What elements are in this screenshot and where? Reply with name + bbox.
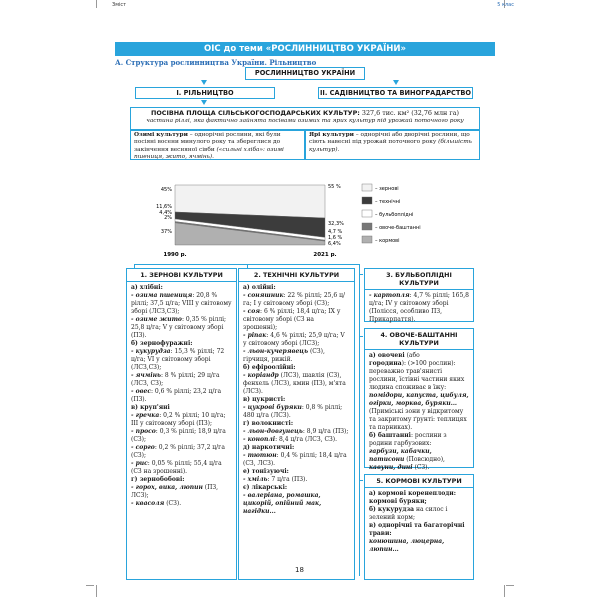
header-right: 5 клас <box>497 2 514 8</box>
column-text: - коноплі <box>243 436 276 443</box>
technical-crops-head: 2. ТЕХНІЧНІ КУЛЬТУРИ <box>239 269 354 282</box>
column-text: б) ефіроолійні: <box>243 364 296 371</box>
right-label: 32,3% <box>328 221 344 227</box>
column-text: г) волокнисті: <box>243 420 294 427</box>
column-text: - коріандр <box>243 372 279 379</box>
branch-box-agriculture <box>135 87 275 99</box>
left-label: 37% <box>160 229 172 235</box>
column-text: (Повсюдно), <box>404 456 445 463</box>
grain-crops-column <box>126 268 237 580</box>
legend-swatch <box>362 210 372 217</box>
header-left: Зміст <box>112 2 127 8</box>
column-text: : рослини з родини гарбузових: <box>369 432 447 447</box>
column-text: : 0,8 % ріллі; 480 ц/га (ЛСЗ). <box>243 404 343 419</box>
column-text: д) наркотичні: <box>243 444 295 451</box>
crop-mark <box>506 585 514 586</box>
branch-label: ІІ. САДІВНИЦТВО ТА ВИНОГРАДАРСТВО <box>319 89 472 97</box>
arrow-icon <box>201 100 207 105</box>
column-text: : 8 % ріллі; 29 ц/га (ЛСЗ, СЗ); <box>131 372 220 387</box>
left-label: 11,6% <box>156 204 172 210</box>
column-text: : 4,7 % ріллі; 165,8 ц/га; IV у світовому зборі (Полісся, особливо ПЗ, Прикарпаття). <box>369 292 470 323</box>
column-text: - льон-довгунець <box>243 428 303 435</box>
crop-mark <box>96 0 97 8</box>
column-text: г) зернобобові: <box>131 476 185 483</box>
legend-swatch <box>362 223 372 230</box>
sown-area-label: ПОСІВНА ПЛОЩА СІЛЬСЬКОГОСПОДАРСЬКИХ КУЛЬТУР: <box>150 109 360 117</box>
column-text: - горох, вика, люпин <box>131 484 203 491</box>
spring-text: – однорічні або дворічні рослини, що сіють навесні під урожай поточного року <box>309 132 470 146</box>
connector-line <box>359 274 363 275</box>
root-label: РОСЛИННИЦТВО УКРАЇНИ <box>254 69 356 77</box>
column-text: - соя <box>243 308 261 315</box>
spring-crops-box <box>305 130 480 160</box>
winter-examples: («сильні хліба»: озимі пшениця, жито, ячмінь). <box>134 146 284 161</box>
winter-crops-box <box>130 130 305 160</box>
chart-left-labels <box>156 187 172 235</box>
column-text: - озиме жито <box>131 316 182 323</box>
column-text: : 8,4 ц/га (ЛСЗ, СЗ). <box>275 436 338 443</box>
column-text: (ПЗ, ЛСЗ); <box>131 484 218 499</box>
crop-structure-chart <box>130 163 480 263</box>
column-text: : 0,35 % ріллі; 25,8 ц/га; V у світовому зборі (ПЗ). <box>131 316 227 339</box>
fodder-crops-body <box>369 490 469 554</box>
column-text: : 7 ц/га (ПЗ). <box>267 476 308 483</box>
column-text: а) олійні: <box>243 284 276 291</box>
column-text: на силос і зелений корм; <box>369 506 448 521</box>
column-text: - картопля <box>369 292 410 299</box>
fodder-crops-column <box>364 474 474 580</box>
column-text: - озима пшениця <box>131 292 193 299</box>
legend-swatch <box>362 197 372 204</box>
column-text: е) тонізуючі: <box>243 468 289 475</box>
column-text: в) цукристі: <box>243 396 286 403</box>
column-text: - квасоля <box>131 500 165 507</box>
column-text: - гречка <box>131 412 160 419</box>
column-text: : 4,6 % ріллі; 25,9 ц/га; V у світовому зборі (ЛСЗ); <box>243 332 345 347</box>
technical-crops-column <box>238 268 355 580</box>
column-text: - соняшник <box>243 292 284 299</box>
column-text: : 20,8 % ріллі; 37,5 ц/га; VIII у світовому зборі (ЛСЗ,СЗ); <box>131 292 232 315</box>
legend-label: – овоче-баштанні <box>375 225 421 231</box>
winter-text: – однорічні рослини, які були посіяні восени минулого року та збереглися до закінчення весняної сівби <box>134 132 281 153</box>
crop-mark <box>504 585 505 597</box>
sown-area-value: 327,6 тис. км² (32,76 млн га) <box>361 109 460 117</box>
spring-term: Ярі культури <box>309 132 354 138</box>
x-label: 2021 р. <box>313 252 337 258</box>
column-text: - ріпак <box>243 332 267 339</box>
column-text: гарбузи, кабачки, патисони <box>369 448 432 463</box>
column-text: б) баштанні <box>369 432 411 439</box>
column-text: конюшина, люцерна, люпин... <box>369 538 445 553</box>
sown-area-note: частина ріллі, яка фактично зайнята посівами озимих та ярих культур під урожай поточного року <box>146 118 464 124</box>
column-text: - рис <box>131 460 148 467</box>
connector-line <box>359 336 363 337</box>
column-text: - цукрові буряки <box>243 404 302 411</box>
technical-crops-body <box>243 284 350 516</box>
column-text: а) кормові коренеплоди: кормові буряки; <box>369 490 456 505</box>
column-text: в) однорічні та багаторічні трави: <box>369 522 465 537</box>
connector-line <box>359 480 363 481</box>
arrow-icon <box>393 80 399 85</box>
arrow-icon <box>201 80 207 85</box>
chart-x-labels <box>163 252 336 258</box>
column-text: - кукурудза <box>131 348 171 355</box>
column-text: : 0,05 % ріллі; 55,4 ц/га (СЗ на зрошенні). <box>131 460 222 475</box>
legend-label: – бульбоплідні <box>375 212 414 218</box>
legend-label: – технічні <box>375 199 401 205</box>
page-title: ОІС до теми «РОСЛИННИЦТВО УКРАЇНИ» <box>115 42 495 56</box>
column-text: є) лікарські: <box>243 484 288 491</box>
grain-crops-head: 1. ЗЕРНОВІ КУЛЬТУРИ <box>127 269 236 282</box>
legend-label: – кормові <box>375 238 400 244</box>
column-text: : 0,6 % ріллі; 23,2 ц/га (ПЗ). <box>131 388 222 403</box>
column-text: - валеріана, ромашка, цикорій, опійний мак, нагідки... <box>243 492 322 515</box>
section-subtitle: А. Структура рослинництва України. Рільництво <box>115 58 317 67</box>
column-text: : 6 % ріллі; 18,4 ц/га; ІХ у світовому зборі (СЗ на зрошенні); <box>243 308 341 331</box>
spring-examples: (більшість культур). <box>309 139 472 153</box>
column-text: - просо <box>131 428 156 435</box>
column-text: : 22 % ріллі; 25,6 ц/га; І у світовому зборі (СЗ); <box>243 292 345 307</box>
vegetable-crops-body <box>369 352 469 472</box>
crop-mark <box>96 585 97 597</box>
left-label: 45% <box>160 187 172 193</box>
chart-right-labels <box>328 184 344 247</box>
column-text: : 0,2 % ріллі; 37,2 ц/га (СЗ); <box>131 444 225 459</box>
column-text: - сорго <box>131 444 155 451</box>
vegetable-crops-head: 4. ОВОЧЕ-БАШТАННІ КУЛЬТУРИ <box>365 329 473 350</box>
column-text: кавуни, дині <box>369 464 413 471</box>
right-label: 4,7 % <box>328 229 343 235</box>
branch-label: І. РІЛЬНИЦТВО <box>176 89 234 97</box>
column-text: - льон-кучерявець <box>243 348 309 355</box>
page-number: 18 <box>295 566 304 574</box>
fodder-crops-head: 5. КОРМОВІ КУЛЬТУРИ <box>365 475 473 488</box>
column-text: : 0,2 % ріллі; 10 ц/га; ІІІ у світовому зборі (ПЗ); <box>131 412 226 427</box>
right-label: 6,4% <box>328 241 341 247</box>
branch-box-gardening <box>318 87 473 99</box>
column-text: : 8,9 ц/га (ПЗ); <box>302 428 349 435</box>
chart-areas <box>175 185 325 245</box>
winter-term: Озимі культури <box>134 132 188 138</box>
column-text: (або <box>404 352 420 359</box>
right-label: 1,6 % <box>328 235 343 241</box>
x-label: 1990 р. <box>163 252 187 258</box>
tuber-crops-head: 3. БУЛЬБОПЛІДНІ КУЛЬТУРИ <box>365 269 473 290</box>
column-text: помідори, капуста, цибуля, огірки, морква, буряки... <box>369 392 469 407</box>
column-text: (СЗ). <box>164 500 182 507</box>
crop-mark <box>86 585 94 586</box>
left-label: 2% <box>164 215 172 221</box>
column-text: : 0,4 % ріллі; 18,4 ц/га (СЗ, ЛСЗ). <box>243 452 347 467</box>
column-text: (СЗ), гірчиця, рижій. <box>243 348 325 363</box>
column-text: : 0,3 % ріллі; 18,9 ц/га (СЗ); <box>131 428 226 443</box>
legend-label: – зернові <box>375 186 399 192</box>
column-text: - овес <box>131 388 151 395</box>
column-text: б) зернофуражні: <box>131 340 193 347</box>
tuber-crops-body <box>369 292 469 324</box>
column-text: - тютюн <box>243 452 277 459</box>
column-text: (ЛСЗ), шавлія (СЗ), фенхель (ЛСЗ), кмин (ПЗ), м'ята (ЛСЗ). <box>243 372 346 395</box>
column-text: - хміль <box>243 476 268 483</box>
vegetable-crops-column <box>364 328 474 471</box>
connector-line <box>359 264 360 576</box>
left-label: 4,4% <box>159 210 172 216</box>
column-text: : 15,3 % ріллі; 72 ц/га; VI у світовому зборі (ЛСЗ,СЗ); <box>131 348 225 371</box>
root-box <box>245 67 365 80</box>
column-text: а) хлібні: <box>131 284 163 291</box>
column-text: городина <box>369 360 402 367</box>
legend-swatch <box>362 236 372 243</box>
column-text: а) овочеві <box>369 352 405 359</box>
chart-legend <box>362 184 421 244</box>
column-text: в) круп'яні <box>131 404 170 411</box>
sown-area-box <box>130 107 480 130</box>
tuber-crops-column <box>364 268 474 322</box>
column-text: б) кукурудза <box>369 506 415 513</box>
grain-crops-body <box>131 284 232 508</box>
legend-swatch <box>362 184 372 191</box>
right-label: 55 % <box>328 184 341 190</box>
column-text: (Приміські зони у відкритому та закритому ґрунті: теплицях та парниках). <box>369 408 467 431</box>
column-text: (СЗ). <box>412 464 430 471</box>
column-text: - ячмінь <box>131 372 161 379</box>
column-text: ): (>100 рослин): переважно трав'янисті рослини, їстівні частини яких людина споживає в їжу: <box>369 360 465 391</box>
